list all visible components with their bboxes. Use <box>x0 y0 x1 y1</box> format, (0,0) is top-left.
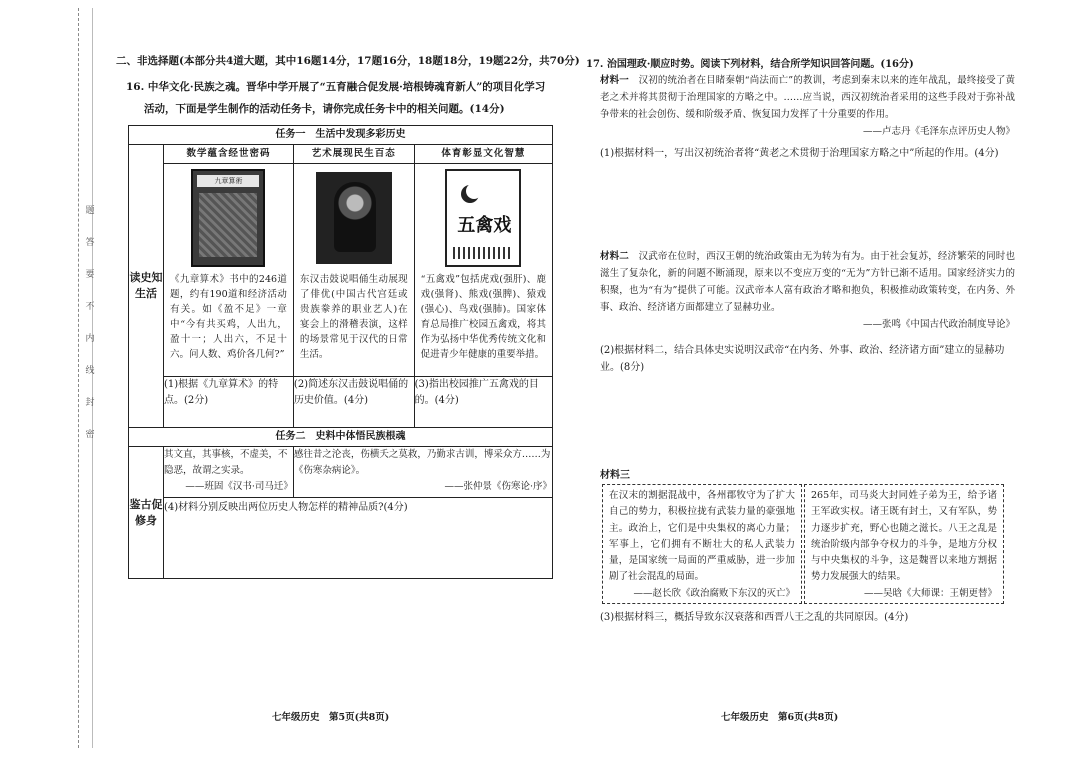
answer-prompt-2: (2)根据材料二，结合具体史实说明汉武帝“在内务、外事、政治、经济诸方面”建立的显赫功业。(8分) <box>600 345 1005 373</box>
quote-zhang-zhongjing <box>293 447 552 498</box>
page-footer: 七年级历史 第6页(共8页) <box>721 712 839 723</box>
task2-title: 任务二 史料中体悟民族根魂 <box>129 428 553 447</box>
wuqinxi-poster-image <box>445 169 521 267</box>
side-label-1-text: 读史知生活 <box>129 271 163 300</box>
side-label-2-text: 鉴古促修身 <box>129 497 163 527</box>
side-label-1 <box>129 145 164 428</box>
material-3-right-box <box>804 484 1004 604</box>
quote-1-text: 其文直，其事核，不虚美，不隐恶，故谓之实录。 <box>164 449 288 476</box>
art-cell <box>293 164 414 377</box>
question-4: (4)材料分别反映出两位历史人物怎样的精神品质?(4分) <box>164 498 553 579</box>
material-1-text: 汉初的统治者在目睹秦朝“尚法而亡”的教训，考虑到秦末以来的连年战乱，最终接受了黄老之术并将其贯彻于治理国家的方略之中。……应当说，西汉初统治者采用的这些手段对于弥补战争带来的社会创伤、缓和阶级矛盾、恢复国力发挥了十分重要的作用。 <box>600 75 1015 120</box>
nine-chapters-book-image <box>191 169 265 267</box>
question-16-line-2: 活动，下面是学生制作的活动任务卡，请你完成任务卡中的相关问题。(14分) <box>144 103 505 115</box>
question-17-title: 17. 治国理政·顺应时势。阅读下列材料，结合所学知识回答问题。(16分) <box>586 59 914 70</box>
side-label-2 <box>129 447 164 579</box>
question-16-intro <box>126 76 556 120</box>
task-card-table <box>128 125 553 579</box>
art-text: 东汉击鼓说唱俑生动展现了俳优(中国古代宫廷或贵族豢养的职业艺人)在宴会上的滑稽表演，这样的场景常见于汉代的日常生活。 <box>299 274 408 360</box>
binding-char: 线 <box>83 365 94 374</box>
material-3-left-text: 在汉末的割据混战中，各州郡牧守为了扩大自己的势力，积极拉拢有武装力量的豪强地主。政治上，它们是中央集权的离心力量；军事上，它们拥有不断壮大的私人武装力量，是国家统一局面的严重威胁，进一步加剧了社会混乱的局面。 <box>609 490 795 583</box>
book-image-label: 九章算術 <box>197 175 259 187</box>
question-1: (1)根据《九章算术》的特点。(2分) <box>164 377 294 428</box>
material-3-right-source: ——吴晗《大师课：王朝更替》 <box>863 587 997 599</box>
poster-image-label: 五禽戏 <box>457 215 512 236</box>
quote-ban-gu <box>164 447 294 498</box>
task1-title: 任务一 生活中发现多彩历史 <box>129 126 553 145</box>
answer-prompt-3: (3)根据材料三，概括导致东汉衰落和西晋八王之乱的共同原因。(4分) <box>600 612 909 623</box>
question-2: (2)简述东汉击鼓说唱俑的历史价值。(4分) <box>293 377 414 428</box>
material-3-right-text: 265年，司马炎大封同姓子弟为王，给予诸王军政实权。诸王既有封土，又有军队，势力逐步扩充，野心也随之滋长。八王之乱是统治阶级内部争夺权力的斗争，是地方分权与中央集权的斗争，这是魏晋以来地方割据势力发展强大的结果。 <box>811 490 997 583</box>
binding-char: 封 <box>83 397 94 406</box>
col-header: 艺术展现民生百态 <box>293 145 414 164</box>
material-1 <box>600 72 1015 140</box>
binding-char: 题 <box>83 205 94 214</box>
material-1-source: ——卢志丹《毛泽东点评历史人物》 <box>862 126 1015 137</box>
storyteller-figurine-image <box>316 172 392 264</box>
answer-prompt-1: (1)根据材料一，写出汉初统治者将“黄老之术贯彻于治理国家方略之中”所起的作用。(4分) <box>600 148 999 159</box>
sport-text: “五禽戏”包括虎戏(强肝)、鹿戏(强肾)、熊戏(强脾)、猿戏(强心)、鸟戏(强肺)。国家体育总局推广校园五禽戏，将其作为弘扬中华优秀传统文化和促进青少年健康的重要举措。 <box>420 274 546 360</box>
material-1-label: 材料一 <box>600 75 629 86</box>
binding-char: 不 <box>83 301 94 310</box>
question-3: (3)指出校园推广五禽戏的目的。(4分) <box>414 377 552 428</box>
page-5 <box>112 0 580 764</box>
binding-dashed-line <box>78 8 79 748</box>
question-16-line-1: 16. 中华文化·民族之魂。晋华中学开展了“五育融合促发展·培根铸魂育新人”的项目化学习 <box>126 81 546 93</box>
binding-char: 密 <box>83 429 94 438</box>
material-2-source: ——张鸣《中国古代政治制度导论》 <box>862 319 1015 330</box>
binding-char: 答 <box>83 237 94 246</box>
binding-char: 内 <box>83 333 94 342</box>
quote-1-source: ——班固《汉书·司马迁》 <box>185 481 293 492</box>
binding-char: 要 <box>83 269 94 278</box>
quote-2-source: ——张仲景《伤寒论·序》 <box>444 481 552 492</box>
page-6 <box>586 0 1016 764</box>
sport-cell <box>414 164 552 377</box>
material-3-left-source: ——赵长欣《政治腐败下东汉的灭亡》 <box>633 587 795 599</box>
binding-warning-text <box>82 205 96 438</box>
material-2 <box>600 248 1015 333</box>
material-2-label: 材料二 <box>600 251 629 262</box>
quote-2-text: 感往昔之沦丧，伤横夭之莫救，乃勤求古训，博采众方……为《伤寒杂病论》。 <box>293 449 551 476</box>
material-3-label: 材料三 <box>600 470 630 481</box>
material-2-text: 汉武帝在位时，西汉王朝的统治政策由无为转为有为。由于社会复苏，经济繁荣的同时也滋生了复杂化，新的问题不断涌现，原来以不变应万变的“无为”方针已渐不适用。国家经济实力的积聚，也为“有为”提供了可能。汉武帝本人富有政治才略和抱负，积极推动政策转变，在内务、外事、政治、经济诸方面都建立了显赫功业。 <box>600 251 1015 313</box>
material-3-left-box <box>602 484 802 604</box>
page-footer: 七年级历史 第5页(共8页) <box>272 712 390 723</box>
col-header: 数学蕴含经世密码 <box>164 145 294 164</box>
col-header: 体育彰显文化智慧 <box>414 145 552 164</box>
math-text: 《九章算术》书中的246道题，约有190道和经济活动有关。如《盈不足》一章中“今有共买鸡，人出九，盈十一；人出六，不足十六。问人数、鸡价各几何?” <box>170 274 287 360</box>
math-cell <box>164 164 294 377</box>
section-title: 二、非选择题(本部分共4道大题，其中16题14分，17题16分，18题18分，19题22分，共70分) <box>116 55 580 67</box>
